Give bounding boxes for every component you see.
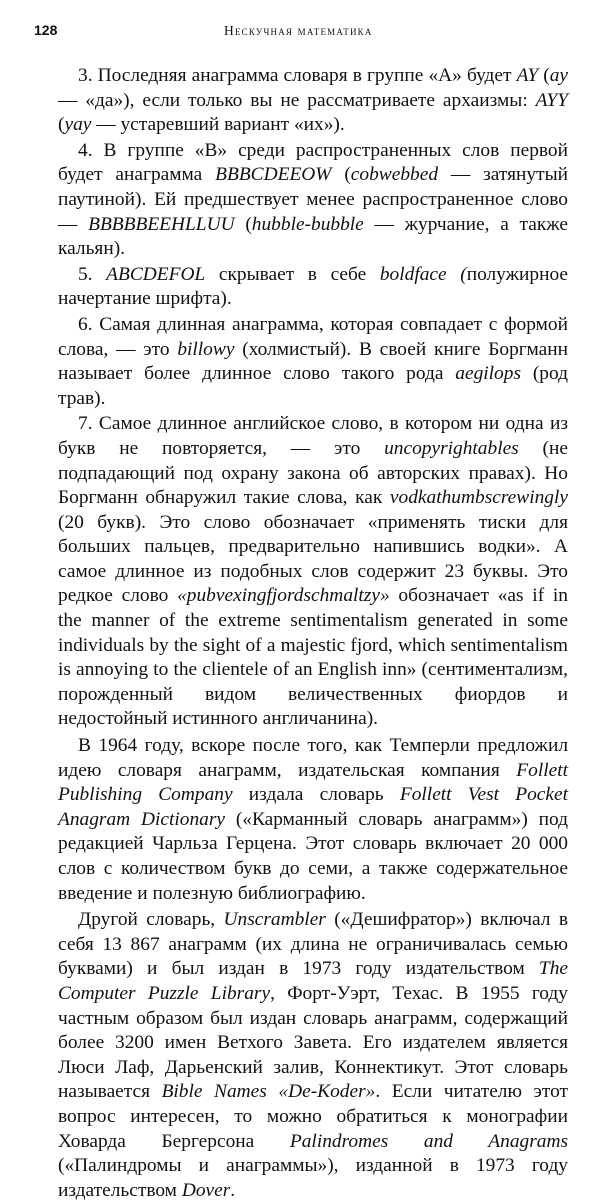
text-run: 6. Самая длинная анаграмма, которая совпадает с формой слова, — это <box>58 313 568 360</box>
text-run: скрывает в себе <box>205 263 380 285</box>
dictionary-1964-paragraph <box>58 734 568 906</box>
note-3-paragraph <box>58 64 568 138</box>
page-header <box>34 22 566 42</box>
italic-term: uncopyrightables <box>384 437 519 459</box>
italic-term: Follett Publishing Company <box>58 759 568 806</box>
text-run: («Дешифратор») включал в себя 13 867 анаграмм (их длина не ограничивалась семью буквами) и был издан в 1973 году издательством <box>58 909 568 980</box>
italic-term: cobwebbed <box>350 164 439 186</box>
italic-term: ABCDEFOL <box>106 263 206 285</box>
text-run: 5. <box>78 263 107 285</box>
italic-term: AY <box>516 65 539 86</box>
italic-term: hubble-bubble <box>251 213 364 235</box>
italic-term: Bible Names «De-Koder» <box>161 1081 376 1103</box>
text-run: («Карманный словарь анаграмм») под редакцией Чарльза Герцена. Этот словарь включает 20 000 слов с количеством букв до семи, а также содержательное введение и полезную библиографию. <box>58 808 568 904</box>
text-run: (род трав). <box>58 363 568 409</box>
text-run: 4. В группе «В» среди распространенных слов первой будет анаграмма <box>58 139 568 186</box>
text-run: («Палиндромы и анаграммы»), изданной в 1973 году издательством <box>58 1155 568 1201</box>
text-run: — «да»), если только вы не рассматриваете архаизмы: <box>58 89 536 111</box>
text-run: (20 букв). Это слово обозначает «применять тиски для больших пальцев, предварительно напившись водки». А самое длинное из подобных слов содержит 23 буквы. Это редкое слово <box>58 511 568 607</box>
italic-term: AYY <box>535 89 568 111</box>
text-run: (холмистый). В своей книге Боргманн называет более длинное слово такого рода <box>58 338 568 385</box>
text-run: обозначает «as if in the manner of the extreme sentimentalism generated in some individuals by the sight of a majestic fjord, which sentimentalism is annoying to the clientele of an English inn» (сентиментализм, порожденный видом величественных фиордов и недостойный истинного англичанина). <box>58 585 568 730</box>
unscrambler-paragraph <box>58 908 568 1203</box>
text-run: полужирное начертание шрифта). <box>58 263 569 310</box>
italic-term: yay <box>64 114 92 136</box>
text-run: — устаревший вариант «их»). <box>91 114 345 136</box>
note-5-paragraph <box>58 263 568 312</box>
italic-term: Follett Vest Pocket Anagram Dictionary <box>58 784 568 830</box>
text-run: — журчание, а также кальян). <box>58 213 568 260</box>
italic-term: Dover <box>181 1179 231 1201</box>
text-run: (не подпадающий под охрану закона об авторских правах). Но Боргманн обнаружил такие слова, как <box>58 437 568 509</box>
text-run: ( <box>234 213 252 235</box>
text-run: . <box>230 1179 236 1201</box>
note-4-paragraph <box>58 139 568 262</box>
text-run: В 1964 году, вскоре после того, как Темперли предложил идею словаря анаграмм, издательская компания <box>58 735 568 781</box>
italic-term: Unscrambler <box>223 909 326 931</box>
text-run: ( <box>538 65 550 86</box>
note-6-paragraph <box>58 313 568 411</box>
italic-term: BBBCDEEOW <box>215 164 332 186</box>
italic-term: ay <box>549 65 568 86</box>
running-title: Нескучная математика <box>224 23 373 38</box>
text-run: издала словарь <box>232 784 400 806</box>
text-run: — затянутый паутиной). Ей предшествует менее распространенное слово — <box>58 164 568 235</box>
italic-term: vodkathumbscrewingly <box>389 487 568 509</box>
page-body <box>58 64 568 1203</box>
italic-term: Palindromes and Anagrams <box>289 1130 568 1152</box>
note-7-paragraph <box>58 412 568 732</box>
text-run: ( <box>331 164 351 186</box>
italic-term: BBBBBEEHLLUU <box>88 213 235 235</box>
italic-term: aegilops <box>455 363 521 385</box>
text-run: ( <box>58 114 65 136</box>
text-run: , Форт-Уэрт, Техас. В 1955 году частным образом был издан словарь анаграмм, содержащий более 3200 имен Ветхого Завета. Его издателем является Люси Лаф, Дарьенский залив, Коннектикут. Этот словарь называется <box>58 982 568 1103</box>
italic-term: The Computer Puzzle Library <box>58 958 568 1004</box>
text-run: 3. Последняя анаграмма словаря в группе «А» будет <box>78 65 517 86</box>
page-number: 128 <box>34 22 58 38</box>
text-run: . Если читателю этот вопрос интересен, то можно обратиться к монографии Ховарда Бергерсона <box>58 1081 568 1152</box>
text-run: 7. Самое длинное английское слово, в котором ни одна из букв не повторяется, — это <box>58 413 568 459</box>
italic-term: boldface ( <box>379 263 467 285</box>
italic-term: «pubvexingfjordschmaltzy» <box>177 585 390 607</box>
italic-term: billowy <box>177 338 235 360</box>
text-run: Другой словарь, <box>78 909 224 931</box>
